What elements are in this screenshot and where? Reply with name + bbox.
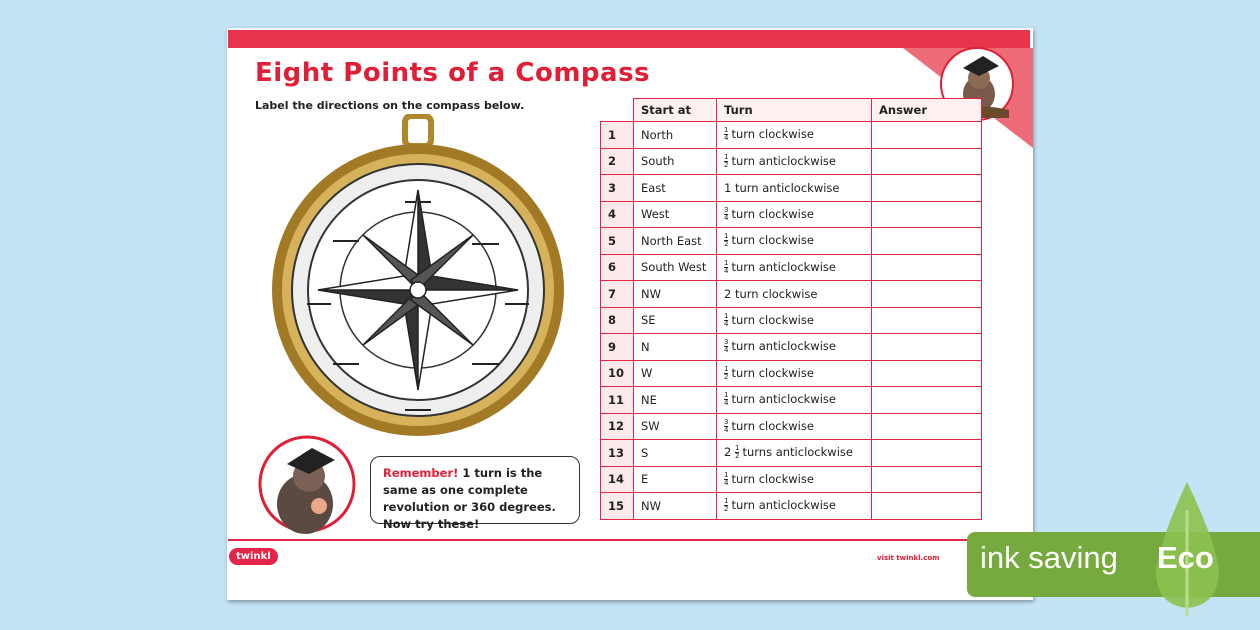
turn-text: turn anticlockwise [734,180,840,195]
table-row [601,466,982,493]
row-number: 11 [601,387,634,414]
start-cell: NW [634,493,717,520]
start-cell: N [634,334,717,361]
turn-fraction: $\frac{1}{4}$ [724,258,729,275]
answer-cell[interactable] [872,148,982,175]
row-number: 13 [601,440,634,467]
turn-cell [717,440,872,467]
turn-cell [717,254,872,281]
table-row [601,175,982,202]
turn-text: turn anticlockwise [731,153,836,168]
turn-whole: 1 [724,180,732,195]
answer-cell[interactable] [872,307,982,334]
turn-fraction: $\frac{1}{4}$ [724,126,729,143]
table-row [601,122,982,149]
turn-fraction: $\frac{1}{2}$ [724,497,729,514]
table-row [601,493,982,520]
row-number: 8 [601,307,634,334]
start-cell: W [634,360,717,387]
answer-cell[interactable] [872,122,982,149]
turn-fraction: $\frac{1}{2}$ [734,444,740,461]
answer-cell[interactable] [872,360,982,387]
turn-table [600,98,982,520]
header-answer: Answer [872,99,982,122]
answer-cell[interactable] [872,387,982,414]
turn-text: turn clockwise [734,286,818,301]
twinkl-logo: twinkl [229,548,278,565]
row-number: 6 [601,254,634,281]
answer-cell[interactable] [872,228,982,255]
turn-text: turn anticlockwise [731,339,836,354]
row-number: 10 [601,360,634,387]
reminder-highlight: Remember! [383,466,459,480]
worksheet [227,28,1033,600]
turn-cell [717,201,872,228]
row-number: 2 [601,148,634,175]
row-number: 9 [601,334,634,361]
turn-cell [717,281,872,308]
table-row [601,281,982,308]
table-row [601,228,982,255]
ink-saving-label: ink saving [980,540,1118,575]
answer-cell[interactable] [872,466,982,493]
turn-text: turn anticlockwise [731,392,836,407]
turn-whole: 2 [724,445,732,460]
turn-cell [717,466,872,493]
table-row [601,201,982,228]
answer-cell[interactable] [872,440,982,467]
turn-text: turn anticlockwise [731,259,836,274]
turn-text: turn clockwise [731,471,814,486]
start-cell: North East [634,228,717,255]
compass-illustration [267,114,572,444]
turn-text: turn clockwise [731,365,814,380]
turn-fraction: $\frac{3}{4}$ [724,417,729,434]
turn-cell [717,493,872,520]
table-row [601,440,982,467]
turn-cell [717,122,872,149]
start-cell: SW [634,413,717,440]
eco-badge: Eco [1157,540,1214,575]
start-cell: South West [634,254,717,281]
turn-fraction: $\frac{1}{2}$ [724,364,729,381]
start-cell: NE [634,387,717,414]
answer-cell[interactable] [872,254,982,281]
table-row [601,254,982,281]
turn-text: turn clockwise [731,206,814,221]
turn-text: turn clockwise [731,233,814,248]
turn-cell [717,307,872,334]
turn-whole: 2 [724,286,732,301]
turn-fraction: $\frac{1}{4}$ [724,391,729,408]
reminder-bubble [370,456,580,531]
row-number: 4 [601,201,634,228]
start-cell: S [634,440,717,467]
table-row [601,387,982,414]
turn-text: turn clockwise [731,127,814,142]
turn-fraction: $\frac{1}{4}$ [724,311,729,328]
table-row [601,334,982,361]
turn-text: turns anticlockwise [742,445,853,460]
turn-cell [717,175,872,202]
answer-cell[interactable] [872,175,982,202]
row-number: 12 [601,413,634,440]
row-number: 3 [601,175,634,202]
row-number: 1 [601,122,634,149]
turn-cell [717,360,872,387]
row-number: 5 [601,228,634,255]
turn-fraction: $\frac{3}{4}$ [724,338,729,355]
mole-thinking-icon [257,434,357,534]
row-number: 15 [601,493,634,520]
turn-text: turn clockwise [731,312,814,327]
table-row [601,148,982,175]
header-start: Start at [634,99,717,122]
start-cell: East [634,175,717,202]
answer-cell[interactable] [872,334,982,361]
turn-fraction: $\frac{1}{4}$ [724,470,729,487]
answer-cell[interactable] [872,413,982,440]
start-cell: West [634,201,717,228]
start-cell: SE [634,307,717,334]
turn-cell [717,148,872,175]
visit-link[interactable]: visit twinkl.com [877,554,940,562]
instruction: Label the directions on the compass below. [255,99,525,112]
turn-fraction: $\frac{3}{4}$ [724,205,729,222]
turn-cell [717,413,872,440]
row-number: 14 [601,466,634,493]
turn-fraction: $\frac{1}{2}$ [724,152,729,169]
turn-cell [717,334,872,361]
top-bar [228,30,1030,48]
answer-cell[interactable] [872,201,982,228]
table-row [601,413,982,440]
table-row [601,307,982,334]
turn-text: turn anticlockwise [731,498,836,513]
answer-cell[interactable] [872,493,982,520]
row-number: 7 [601,281,634,308]
table-row [601,360,982,387]
page-title: Eight Points of a Compass [255,58,651,88]
footer-divider [228,539,973,541]
turn-fraction: $\frac{1}{2}$ [724,232,729,249]
start-cell: E [634,466,717,493]
header-turn: Turn [717,99,872,122]
answer-cell[interactable] [872,281,982,308]
start-cell: NW [634,281,717,308]
turn-cell [717,228,872,255]
start-cell: South [634,148,717,175]
reminder-text: 1 turn is the same as one complete revolution or 360 degrees. Now try these! [383,466,556,531]
turn-cell [717,387,872,414]
turn-text: turn clockwise [731,418,814,433]
start-cell: North [634,122,717,149]
